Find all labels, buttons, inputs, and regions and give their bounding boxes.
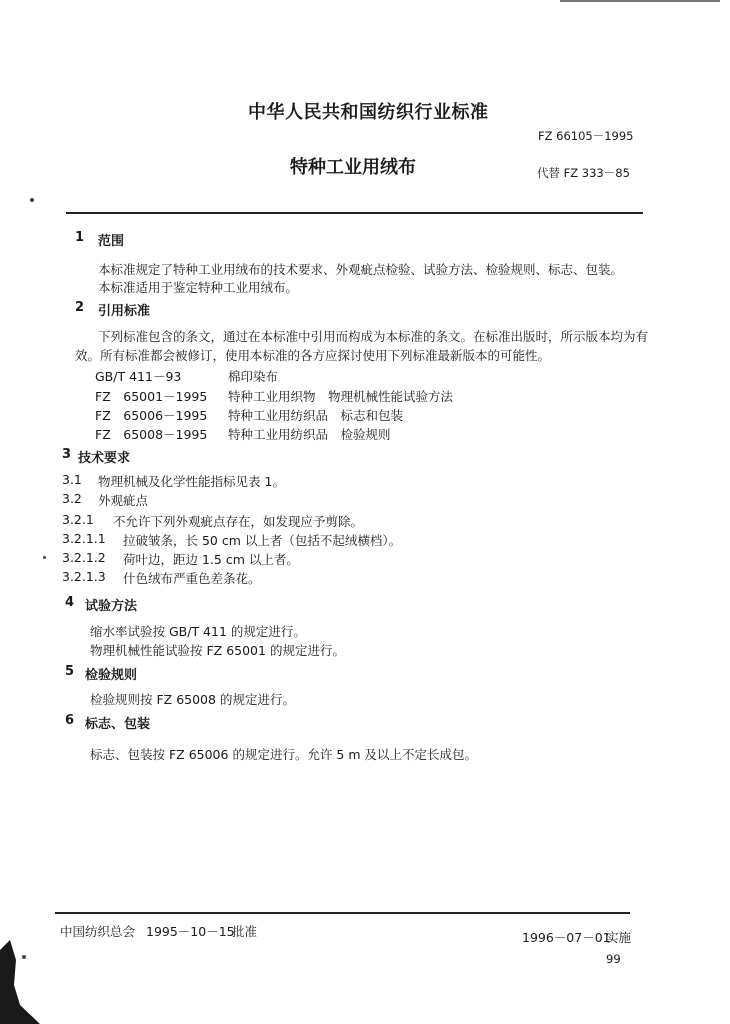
scan-speck (43, 556, 46, 559)
footer-rule (55, 912, 630, 914)
scan-top-edge (560, 0, 720, 2)
section-6-number: 6 (65, 713, 75, 728)
reference-code: GB/T 411－93 (95, 369, 182, 384)
section-2-number: 2 (75, 300, 85, 315)
clause-number: 3.1 (62, 472, 82, 487)
reference-code: FZ 65008－1995 (95, 427, 208, 442)
reference-title: 特种工业用纺织品 检验规则 (228, 427, 391, 442)
section-6-paragraph: 标志、包装按 FZ 65006 的规定进行。允许 5 m 及以上不定长成包。 (90, 747, 477, 762)
section-4-number: 4 (65, 595, 75, 610)
section-4-paragraph-2: 物理机械性能试验按 FZ 65001 的规定进行。 (90, 643, 345, 658)
reference-title: 特种工业用织物 物理机械性能试验方法 (228, 389, 454, 404)
section-1-heading: 范围 (98, 234, 125, 249)
section-2-paragraph-cont: 效。所有标准都会被修订，使用本标准的各方应探讨使用下列标准最新版本的可能性。 (75, 348, 551, 363)
clause-text: 荷叶边，距边 1.5 cm 以上者。 (123, 552, 299, 567)
clause-number: 3.2.1 (62, 512, 94, 527)
replaces-standard: 代替 FZ 333－85 (537, 166, 630, 180)
clause-text: 拉破皱条，长 50 cm 以上者（包括不起绒横档）。 (123, 533, 402, 548)
section-4-paragraph-1: 缩水率试验按 GB/T 411 的规定进行。 (90, 624, 306, 639)
section-5-number: 5 (65, 664, 75, 679)
approval-label: 批准 (232, 924, 258, 939)
clause-text: 物理机械及化学性能指标见表 1。 (98, 474, 285, 489)
scan-speck (30, 198, 34, 202)
effective-label: 实施 (606, 930, 632, 945)
scan-edge-shadow (0, 930, 50, 1024)
reference-code: FZ 65006－1995 (95, 408, 208, 423)
clause-number: 3.2.1.3 (62, 569, 106, 584)
clause-text: 什色绒布严重色差条花。 (123, 571, 261, 586)
clause-text: 外观疵点 (98, 493, 149, 508)
section-2-heading: 引用标准 (98, 304, 151, 319)
section-1-number: 1 (75, 230, 85, 245)
org-standard-title: 中华人民共和国纺织行业标准 (248, 102, 489, 123)
clause-number: 3.2 (62, 491, 82, 506)
approval-date: 1995－10－15 (146, 924, 235, 939)
page-number: 99 (606, 952, 621, 966)
clause-text: 不允许下列外观疵点存在，如发现应予剪除。 (113, 514, 364, 529)
section-1-paragraph-1: 本标准规定了特种工业用绒布的技术要求、外观疵点检验、试验方法、检验规则、标志、包装。 (98, 262, 624, 277)
section-5-heading: 检验规则 (85, 668, 138, 683)
section-3-number: 3 (62, 447, 72, 462)
document-title: 特种工业用绒布 (290, 157, 416, 178)
effective-date: 1996－07－01 (522, 930, 611, 945)
reference-code: FZ 65001－1995 (95, 389, 208, 404)
standard-number: FZ 66105－1995 (538, 129, 634, 143)
section-4-heading: 试验方法 (85, 599, 138, 614)
clause-number: 3.2.1.2 (62, 550, 106, 565)
section-5-paragraph: 检验规则按 FZ 65008 的规定进行。 (90, 692, 295, 707)
section-3-heading: 技术要求 (78, 451, 131, 466)
section-6-heading: 标志、包装 (85, 717, 151, 732)
reference-title: 特种工业用纺织品 标志和包装 (228, 408, 404, 423)
approving-organization: 中国纺织总会 (60, 924, 136, 939)
section-2-paragraph: 下列标准包含的条文，通过在本标准中引用而构成为本标准的条文。在标准出版时，所示版本均为有 (98, 329, 649, 344)
clause-number: 3.2.1.1 (62, 531, 106, 546)
section-1-paragraph-2: 本标准适用于鉴定特种工业用绒布。 (98, 280, 299, 295)
header-rule (66, 212, 643, 214)
reference-title: 棉印染布 (228, 369, 279, 384)
